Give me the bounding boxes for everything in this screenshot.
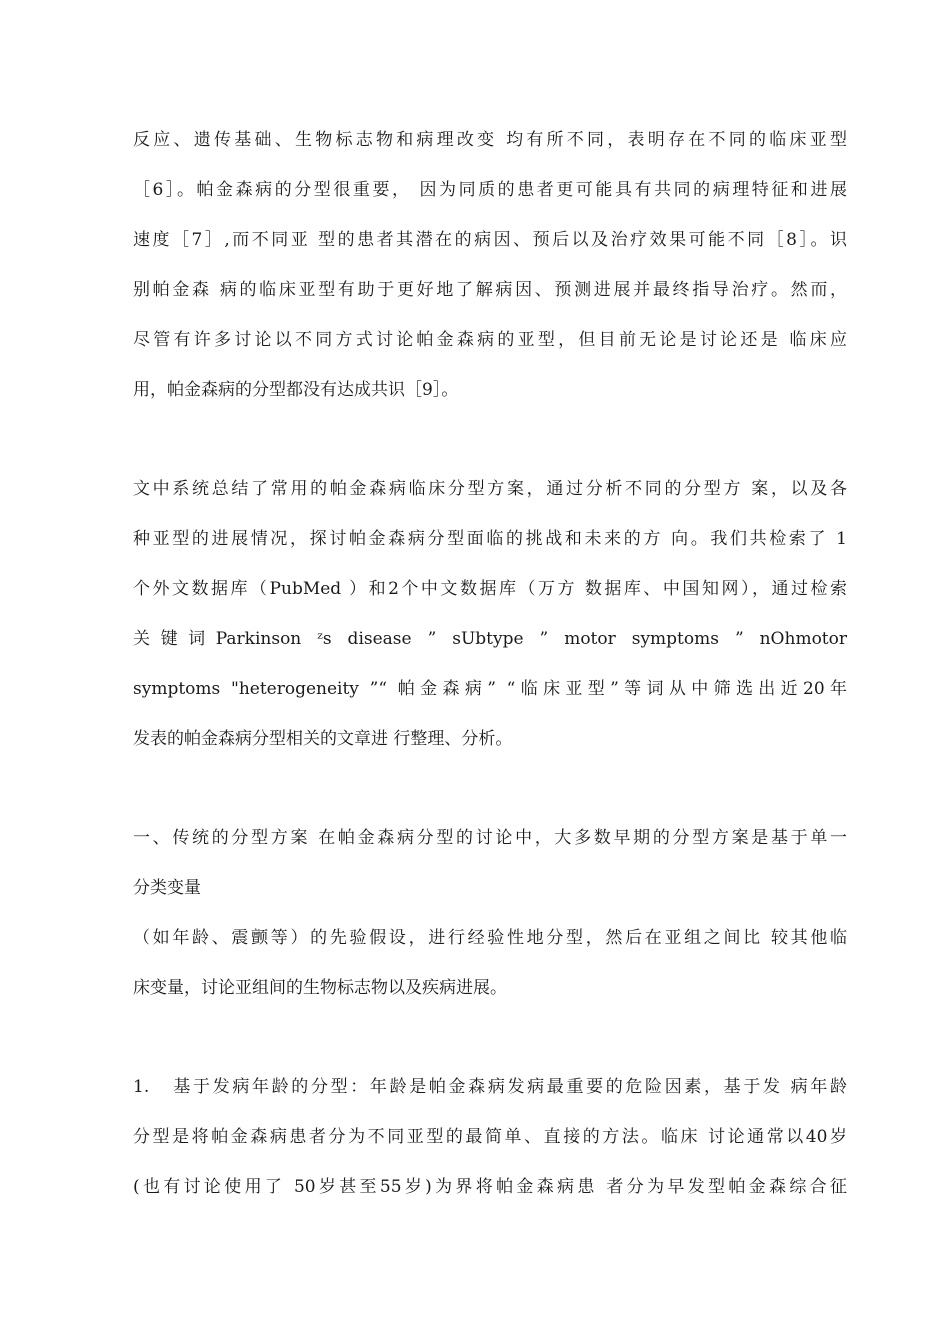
text-line: 个外文数据库（PubMed ）和2个中文数据库（万方 数据库、中国知网），通过检索 (133, 579, 847, 599)
text-line: 速度［7］,而不同亚 型的患者其潜在的病因、预后以及治疗效果可能不同［8］。识 (133, 230, 847, 250)
text-line: 1. 基于发病年龄的分型：年龄是帕金森病发病最重要的危险因素，基于发 病年龄 (133, 1077, 847, 1097)
text-line: 种亚型的进展情况，探讨帕金森病分型面临的挑战和未来的方 向。我们共检索了 1 (133, 529, 847, 549)
text-line: 用，帕金森病的分型都没有达成共识［9］。 (133, 380, 459, 400)
text-line: ［6］。帕金森病的分型很重要， 因为同质的患者更可能具有共同的病理特征和进展 (133, 180, 847, 200)
text-line: （如年龄、震颤等）的先验假设，进行经验性地分型，然后在亚组之间比 较其他临 (133, 928, 847, 948)
text-line: symptoms "heterogeneity ”“ 帕金森病” “临床亚型”等词从中筛选出近20年 (133, 679, 847, 699)
text-line: 一、传统的分型方案 在帕金森病分型的讨论中，大多数早期的分型方案是基于单一 (133, 828, 847, 848)
text-line: 文中系统总结了常用的帕金森病临床分型方案，通过分析不同的分型方 案，以及各 (133, 479, 847, 499)
text-line: 反应、遗传基础、生物标志物和病理改变 均有所不同，表明存在不同的临床亚型 (133, 130, 847, 150)
text-line: 关键词Parkinson ᶻs disease ” sUbtype ” motor symptoms ” nOhmotor (133, 629, 847, 649)
text-line: (也有讨论使用了 50岁甚至55岁)为界将帕金森病患 者分为早发型帕金森综合征 (133, 1177, 847, 1197)
text-line: 床变量，讨论亚组间的生物标志物以及疾病进展。 (133, 978, 507, 998)
text-line: 分类变量 (133, 878, 201, 898)
text-line: 分型是将帕金森病患者分为不同亚型的最简单、直接的方法。临床 讨论通常以40岁 (133, 1127, 847, 1147)
text-line: 发表的帕金森病分型相关的文章进 行整理、分析。 (133, 729, 513, 749)
text-line: 尽管有许多讨论以不同方式讨论帕金森病的亚型，但目前无论是讨论还是 临床应 (133, 330, 847, 350)
text-line: 别帕金森 病的临床亚型有助于更好地了解病因、预测进展并最终指导治疗。然而， (133, 280, 847, 300)
